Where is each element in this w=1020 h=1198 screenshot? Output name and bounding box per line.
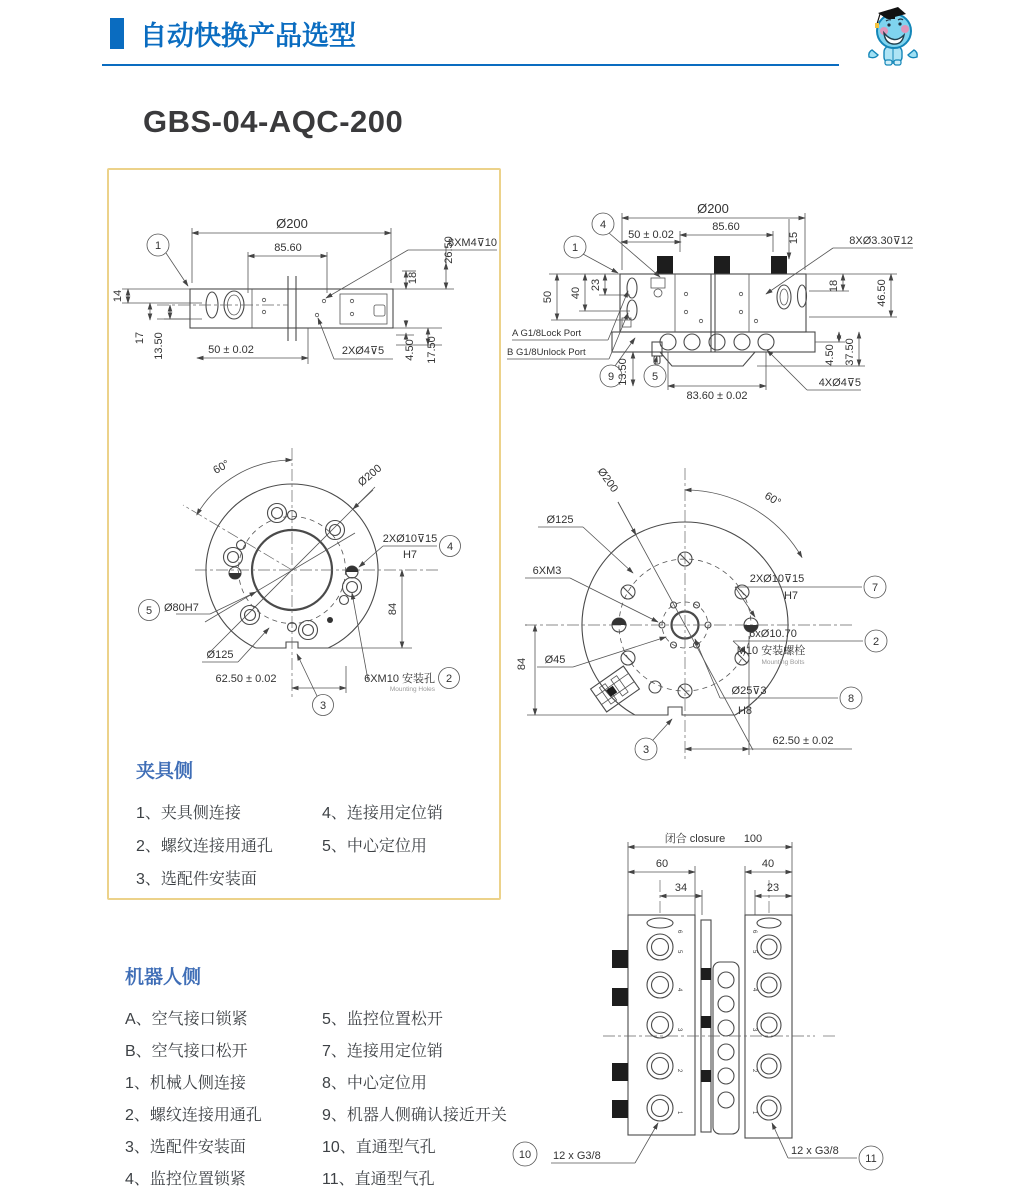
dim-83-60: 83.60 ± 0.02 <box>686 390 748 402</box>
port-num: 5 <box>676 950 682 954</box>
legend-item: 1、夹具侧连接 <box>136 805 241 822</box>
closure-label: 闭合 closure <box>664 833 726 845</box>
pin-hole-left <box>229 567 241 579</box>
dim-23: 23 <box>590 278 602 292</box>
dim-15: 15 <box>788 231 800 245</box>
hole-spec-8x: 8XØ3.30⊽12 <box>849 235 913 247</box>
port-num: 5 <box>751 950 757 954</box>
robot-legend-title: 机器人侧 <box>125 967 202 988</box>
dim-40: 40 <box>570 286 582 300</box>
dim-17: 17 <box>134 331 146 345</box>
dim-18: 18 <box>407 271 419 285</box>
dim-60: 60 <box>655 858 669 870</box>
legend-item: 9、机器人侧确认接近开关 <box>322 1106 507 1124</box>
legend-item: 7、连接用定位销 <box>322 1042 443 1060</box>
dim-17-50: 17.50 <box>426 336 438 364</box>
product-model-title: GBS-04-AQC-200 <box>143 104 404 139</box>
legend-item: 3、选配件安装面 <box>125 1138 246 1156</box>
balloon-10-label: 10 <box>518 1149 532 1161</box>
legend-item: 11、直通型气孔 <box>322 1170 435 1188</box>
bolt-spec-cn: M10 安装螺栓 <box>736 645 806 657</box>
dim-60deg: 60° <box>762 489 783 509</box>
balloon-2-label: 2 <box>872 636 880 648</box>
dim-18: 18 <box>828 279 840 293</box>
port-num: 6 <box>751 930 757 934</box>
dim-26-50: 26.50 <box>443 236 455 264</box>
header-divider <box>102 64 839 66</box>
legend-item: 1、机械人侧连接 <box>125 1074 246 1092</box>
dimension-texts <box>164 462 437 693</box>
mount-spec-en: Mounting Holes <box>389 686 435 693</box>
panel-outlines <box>603 880 837 1138</box>
mount-spec: 6XM10 安装孔 <box>364 673 435 685</box>
balloon-7-label: 7 <box>871 582 879 594</box>
hole-spec-4x: 4XØ4⊽5 <box>818 377 861 389</box>
dim-dia45: Ø45 <box>544 654 566 666</box>
port-num: 2 <box>676 1069 682 1073</box>
balloon-5-label: 5 <box>651 371 659 383</box>
balloon-5-label: 5 <box>145 605 153 617</box>
balloon-3-label: 3 <box>319 700 327 712</box>
balloon-4-label: 4 <box>446 541 454 553</box>
pin-fit: H7 <box>402 549 418 561</box>
dim-50-tol: 50 ± 0.02 <box>208 344 254 356</box>
pin-spec: 2XØ10⊽15 <box>382 533 438 545</box>
balloon-8-label: 8 <box>847 693 855 705</box>
connector-block <box>591 666 640 712</box>
dim-dia125: Ø125 <box>546 514 574 526</box>
port-num: 1 <box>676 1111 682 1115</box>
balloon-1 <box>147 234 188 286</box>
dimension-texts <box>553 831 839 1162</box>
legend-item: 2、螺纹连接用通孔 <box>136 838 273 855</box>
plate-outline <box>525 465 855 760</box>
g38-left-label: 12 x G3/8 <box>553 1150 601 1162</box>
balloon-9-label: 9 <box>607 371 615 383</box>
drawing-air-ports <box>505 820 920 1195</box>
dim-85-60: 85.60 <box>712 221 740 233</box>
port-num: 2 <box>751 1069 757 1073</box>
dim-85-60: 85.60 <box>274 242 302 254</box>
legend-item: 5、监控位置松开 <box>322 1010 443 1028</box>
dim-dia125: Ø125 <box>206 649 234 661</box>
dim-46-50: 46.50 <box>876 279 888 307</box>
body-outline <box>612 256 815 366</box>
fixture-legend-grid <box>136 795 486 894</box>
balloons <box>635 576 887 760</box>
dim-4-50: 4.50 <box>824 344 836 366</box>
mascot-icon <box>858 4 928 71</box>
fixture-legend-title: 夹具侧 <box>136 761 194 782</box>
angle-dim <box>197 458 292 515</box>
dim-50-tol: 50 ± 0.02 <box>628 229 674 241</box>
port-num: 3 <box>751 1028 757 1032</box>
legend-item: 8、中心定位用 <box>322 1074 427 1092</box>
dimension-lines <box>122 228 497 364</box>
legend-item: A、空气接口锁紧 <box>125 1010 248 1028</box>
dim-13-50: 13.50 <box>153 332 165 360</box>
holes <box>224 504 362 640</box>
dim-100: 100 <box>743 833 763 845</box>
port-num: 1 <box>751 1111 757 1115</box>
legend-item: 4、连接用定位销 <box>322 805 443 822</box>
balloon-3-label: 3 <box>642 744 650 756</box>
center-spec: Ø25⊽3 <box>731 685 767 697</box>
bolt-spec-en: Mounting Bolts <box>761 659 805 666</box>
dim-40: 40 <box>761 858 775 870</box>
m3-spec: 6XM3 <box>532 565 562 577</box>
dim-dia200: Ø200 <box>355 462 385 489</box>
dimension-texts <box>112 216 497 364</box>
balloon-2-label: 2 <box>445 673 453 685</box>
drawing-fixture-profile <box>112 188 502 423</box>
mascot-body <box>869 7 917 65</box>
bolt-spec: 6xØ10.70 <box>749 628 797 640</box>
dimension-lines <box>176 490 437 693</box>
port-num: 3 <box>676 1028 682 1032</box>
dim-23: 23 <box>766 882 780 894</box>
thread-spec: 8XM4⊽10 <box>447 237 497 249</box>
dim-37-50: 37.50 <box>844 338 856 366</box>
port-num: 6 <box>676 930 682 934</box>
port-num: 4 <box>751 988 757 992</box>
dimension-lines <box>525 502 863 755</box>
ports-right <box>751 918 781 1120</box>
ports-left <box>647 918 682 1121</box>
robot-legend-grid <box>125 1001 525 1193</box>
pin-spec: 2XØ10⊽15 <box>749 573 805 585</box>
hole-spec: 2XØ4⊽5 <box>341 345 385 357</box>
dim-13-50: 13.50 <box>617 358 629 386</box>
fixture-side-legend <box>136 756 486 894</box>
legend-item: 4、监控位置锁紧 <box>125 1170 246 1188</box>
dim-4-50: 4.50 <box>404 339 416 361</box>
legend-item: B、空气接口松开 <box>125 1042 248 1060</box>
dim-84: 84 <box>516 657 528 671</box>
balloon-1-label: 1 <box>154 240 162 252</box>
legend-item: 10、直通型气孔 <box>322 1138 436 1156</box>
port-num: 4 <box>676 988 682 992</box>
dim-84: 84 <box>387 602 399 616</box>
drawing-robot-profile <box>505 190 920 420</box>
pin-fit: H7 <box>783 590 799 602</box>
dim-62-50: 62.50 ± 0.02 <box>772 735 834 747</box>
dim-dia200: Ø200 <box>594 465 621 495</box>
legend-item: 2、螺纹连接用通孔 <box>125 1106 262 1124</box>
dimension-texts <box>507 201 913 402</box>
balloon-4-label: 4 <box>599 219 607 231</box>
dim-dia200: Ø200 <box>697 201 729 216</box>
g38-right-label: 12 x G3/8 <box>791 1145 839 1157</box>
dim-34: 34 <box>674 882 688 894</box>
legend-item: 5、中心定位用 <box>322 838 427 855</box>
dim-62-50: 62.50 ± 0.02 <box>215 673 277 685</box>
header-accent-bar <box>110 18 124 49</box>
dimension-lines <box>551 842 857 1163</box>
dim-14: 14 <box>112 289 124 303</box>
drawing-fixture-face <box>120 430 495 740</box>
page-title: 自动快换产品选型 <box>140 21 356 51</box>
legend-item: 3、选配件安装面 <box>136 871 257 888</box>
dim-dia200: Ø200 <box>276 216 308 231</box>
robot-side-legend <box>125 962 525 1193</box>
pin-hole-right <box>346 566 358 578</box>
center-spec: Ø80H7 <box>164 602 199 614</box>
center-fit: H8 <box>737 705 753 717</box>
balloon-1-label: 1 <box>571 242 579 254</box>
balloon-11-label: 11 <box>865 1153 877 1165</box>
dim-50: 50 <box>542 290 554 304</box>
port-a-label: A G1/8Lock Port <box>512 328 582 339</box>
plate-outline <box>157 276 393 341</box>
port-b-label: B G1/8Unlock Port <box>507 347 586 358</box>
drawing-robot-face <box>505 440 920 785</box>
dim-60deg: 60° <box>211 458 232 477</box>
